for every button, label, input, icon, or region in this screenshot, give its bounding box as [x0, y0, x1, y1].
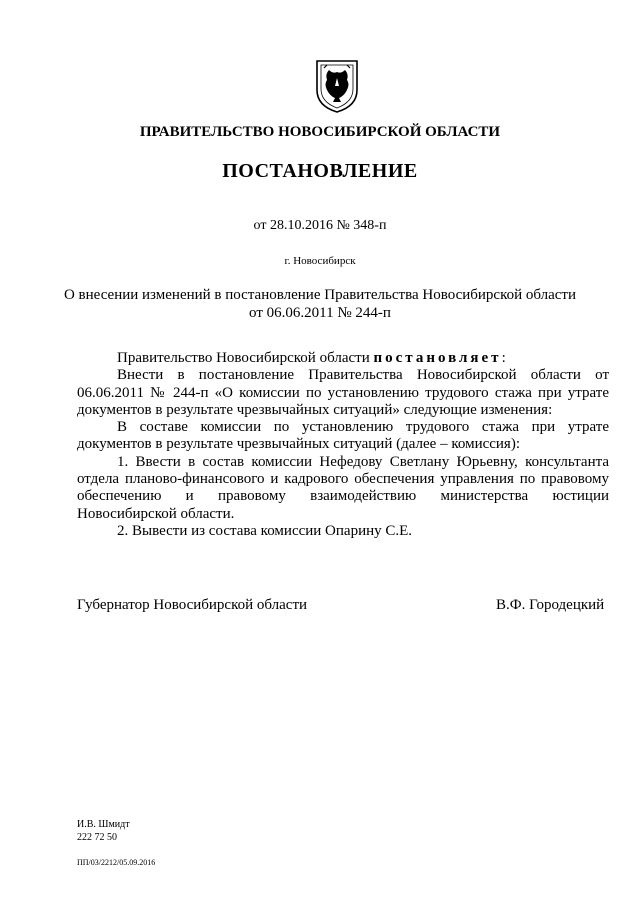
coat-of-arms-icon	[313, 58, 361, 114]
resolution-intro	[77, 350, 609, 367]
document-date-number: от 28.10.2016 № 348-п	[253, 218, 387, 233]
executor-name: И.В. Шмидт	[77, 819, 130, 830]
paragraph-2: В составе комиссии по установлению трудового стажа при утрате документов в результате чрезвычайных ситуаций (далее – комиссия):	[77, 419, 609, 453]
intro-text: Правительство Новосибирской области	[117, 350, 374, 366]
subject-line-1: О внесении изменений в постановление Правительства Новосибирской области	[63, 287, 577, 303]
item-1: 1. Ввести в состав комиссии Нефедову Светлану Юрьевну, консультанта отдела планово-финансового и кадрового обеспечения управления по правовому обеспечению и правовому взаимодействию министерства юстиции Новосибирской области.	[77, 453, 609, 522]
signature-position: Губернатор Новосибирской области	[77, 597, 308, 613]
document-body	[77, 350, 609, 540]
signature-name: В.Ф. Городецкий	[496, 597, 605, 613]
intro-colon: :	[501, 350, 506, 366]
document-type-title: ПОСТАНОВЛЕНИЕ	[222, 160, 418, 182]
subject-line-2: от 06.06.2011 № 244-п	[249, 305, 391, 321]
paragraph-1: Внести в постановление Правительства Новосибирской области от 06.06.2011 № 244-п «О комиссии по установлению трудового стажа при утрате документов в результате чрезвычайных ситуаций» следующие изменения:	[77, 367, 609, 418]
document-code: ПП/03/2212/05.09.2016	[77, 858, 156, 867]
organization-title: ПРАВИТЕЛЬСТВО НОВОСИБИРСКОЙ ОБЛАСТИ	[139, 124, 501, 140]
executor-phone: 222 72 50	[77, 832, 117, 843]
document-subject	[0, 286, 640, 322]
document-city: г. Новосибирск	[284, 255, 356, 267]
item-2: 2. Вывести из состава комиссии Опарину С.Е.	[117, 522, 413, 539]
executor-block	[77, 818, 130, 844]
resolves-word: постановляет	[373, 350, 502, 366]
